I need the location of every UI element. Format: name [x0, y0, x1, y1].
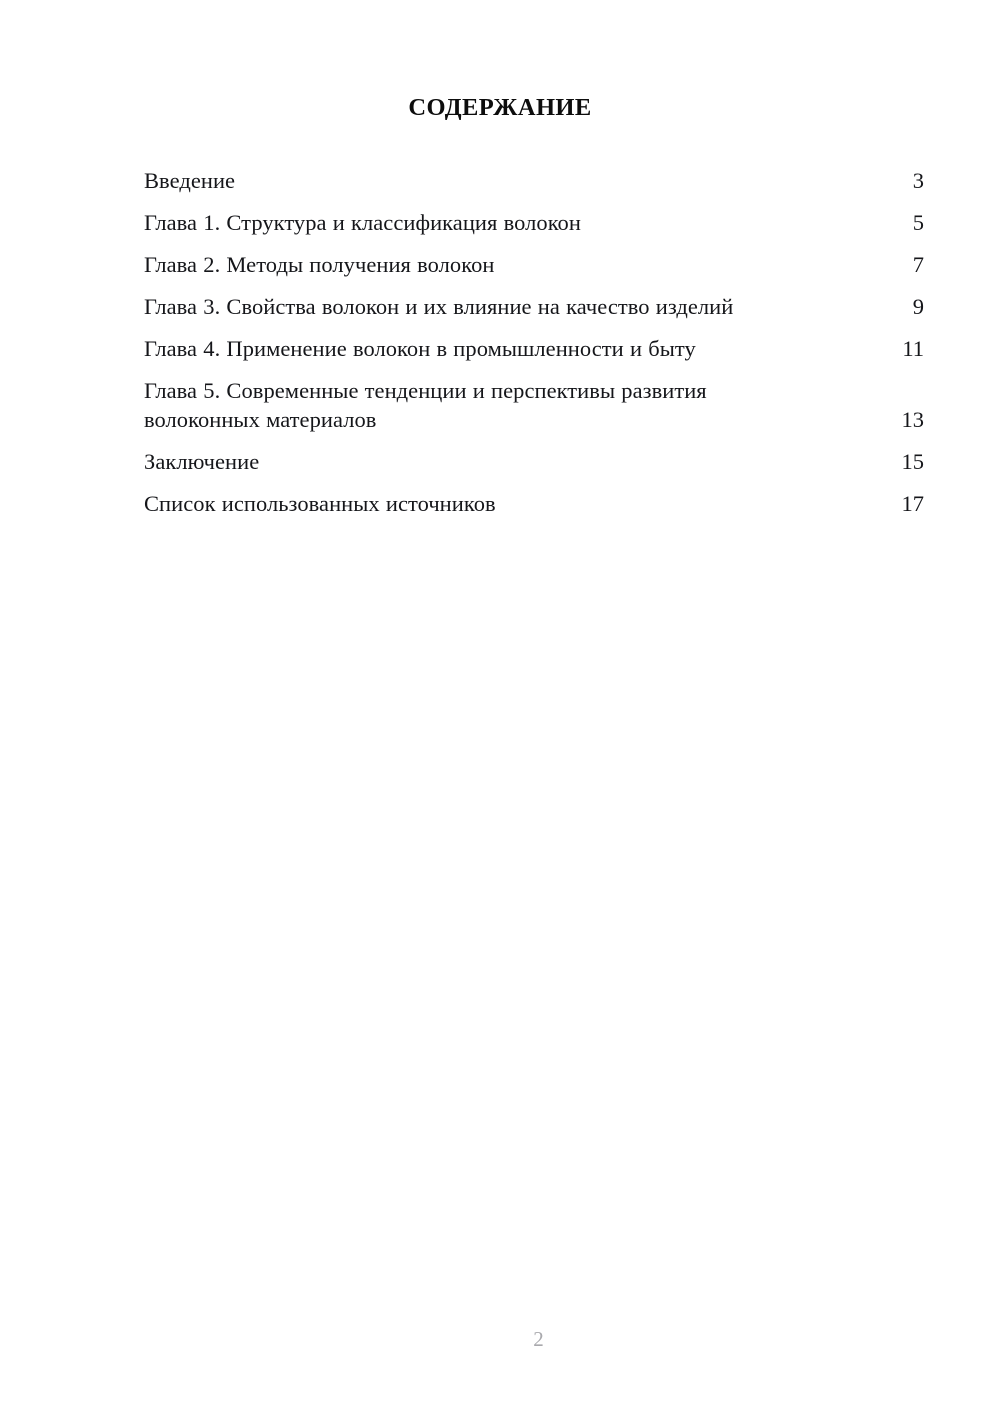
- toc-entry-page-number: 15: [901, 449, 924, 474]
- toc-entry-chapter-4[interactable]: [144, 334, 924, 363]
- toc-entry-references[interactable]: [144, 489, 924, 518]
- page-title: СОДЕРЖАНИЕ: [408, 94, 592, 121]
- toc-entry-page-number: 5: [912, 210, 924, 235]
- toc-entry-page-number: 13: [901, 407, 924, 432]
- toc-entry-chapter-1[interactable]: [144, 208, 924, 237]
- toc-entry-page-number: 17: [901, 491, 924, 516]
- toc-entry-label: Глава 4. Применение волокон в промышленности и быту: [144, 336, 696, 361]
- toc-entry-chapter-2[interactable]: [144, 250, 924, 279]
- toc-entry-chapter-5[interactable]: [144, 376, 924, 434]
- toc-entry-label: Введение: [144, 168, 236, 193]
- toc-entry-page-number: 7: [912, 252, 924, 277]
- toc-entry-introduction[interactable]: [144, 166, 924, 195]
- toc-entry-label: Заключение: [144, 449, 260, 474]
- footer-page-number: 2: [533, 1327, 544, 1351]
- toc-entry-label: Глава 5. Современные тенденции и перспективы развития волоконных материалов: [144, 378, 707, 432]
- toc-entry-chapter-3[interactable]: [144, 292, 924, 321]
- toc-entry-label: Список использованных источников: [144, 491, 496, 516]
- toc-entry-conclusion[interactable]: [144, 447, 924, 476]
- table-of-contents: [144, 166, 924, 518]
- toc-entry-label: Глава 3. Свойства волокон и их влияние на качество изделий: [144, 294, 734, 319]
- toc-entry-page-number: 9: [912, 294, 924, 319]
- toc-entry-page-number: 11: [902, 336, 924, 361]
- toc-entry-page-number: 3: [912, 168, 924, 193]
- toc-entry-label: Глава 1. Структура и классификация волокон: [144, 210, 581, 235]
- toc-entry-label: Глава 2. Методы получения волокон: [144, 252, 495, 277]
